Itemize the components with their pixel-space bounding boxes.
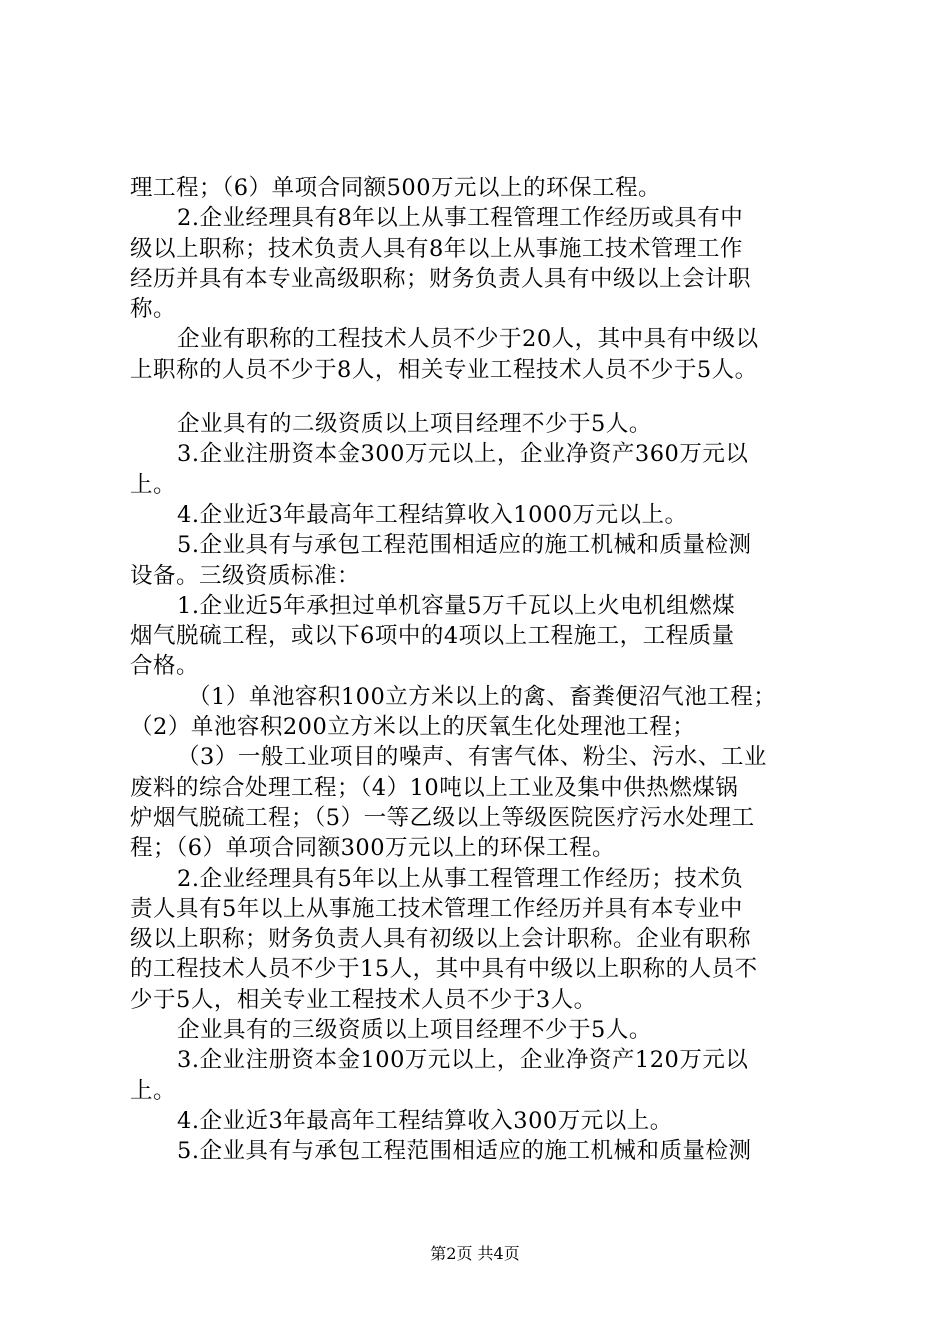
text-line: 称。	[130, 296, 177, 323]
page-number: 第2页 共4页	[430, 1244, 520, 1263]
text-line: 1.企业近5年承担过单机容量5万千瓦以上火电机组燃煤	[177, 592, 736, 619]
text-line: 3.企业注册资本金100万元以上，企业净资产120万元以	[177, 1047, 749, 1074]
text-line: 2.企业经理具有5年以上从事工程管理工作经历；技术负	[177, 865, 744, 892]
text-line: 理工程；（6）单项合同额500万元以上的环保工程。	[130, 175, 662, 201]
paragraph-gap	[130, 385, 835, 409]
text-line: 级以上职称；财务负责人具有初级以上会计职称。企业有职称	[130, 926, 752, 953]
text-line: 4.企业近3年最高年工程结算收入300万元以上。	[177, 1107, 673, 1134]
text-line: 2.企业经理具有8年以上从事工程管理工作经历或具有中	[177, 205, 744, 232]
text-line: 上职称的人员不少于8人，相关专业工程技术人员不少于5人。	[130, 356, 758, 383]
text-line: （3）一般工业项目的噪声、有害气体、粉尘、污水、工业	[177, 744, 767, 771]
text-line: 3.企业注册资本金300万元以上，企业净资产360万元以	[177, 441, 749, 468]
text-line: （2）单池容积200立方米以上的厌氧生化处理池工程；	[130, 714, 696, 741]
text-line: 废料的综合处理工程；（4）10吨以上工业及集中供热燃煤锅	[130, 774, 739, 801]
text-line: 的工程技术人员不少于15人，其中具有中级以上职称的人员不	[130, 956, 758, 983]
text-line: 级以上职称；技术负责人具有8年以上从事施工技术管理工作	[130, 235, 743, 262]
text-line: （1）单池容积100立方米以上的禽、畜粪便沼气池工程；	[188, 683, 777, 710]
text-line: 企业具有的三级资质以上项目经理不少于5人。	[177, 1017, 652, 1044]
text-line: 烟气脱硫工程，或以下6项中的4项以上工程施工，工程质量	[130, 623, 735, 650]
text-line: 程；（6）单项合同额300万元以上的环保工程。	[130, 835, 616, 862]
text-line: 少于5人，相关专业工程技术人员不少于3人。	[130, 986, 597, 1013]
text-line: 企业具有的二级资质以上项目经理不少于5人。	[177, 411, 652, 438]
text-line: 企业有职称的工程技术人员不少于20人，其中具有中级以	[177, 326, 759, 353]
text-line: 5.企业具有与承包工程范围相适应的施工机械和质量检测	[177, 1138, 752, 1165]
text-line: 4.企业近3年最高年工程结算收入1000万元以上。	[177, 501, 688, 528]
text-line: 经历并具有本专业高级职称；财务负责人具有中级以上会计职	[130, 265, 752, 292]
text-line: 设备。三级资质标准：	[130, 562, 361, 589]
text-line: 责人具有5年以上从事施工技术管理工作经历并具有本专业中	[130, 895, 743, 922]
document-body	[130, 173, 835, 1167]
text-line: 上。	[130, 1077, 177, 1104]
text-line: 5.企业具有与承包工程范围相适应的施工机械和质量检测	[177, 532, 752, 559]
text-line: 合格。	[130, 653, 200, 680]
text-line: 炉烟气脱硫工程；（5）一等乙级以上等级医院医疗污水处理工	[130, 804, 755, 831]
text-line: 上。	[130, 471, 177, 498]
